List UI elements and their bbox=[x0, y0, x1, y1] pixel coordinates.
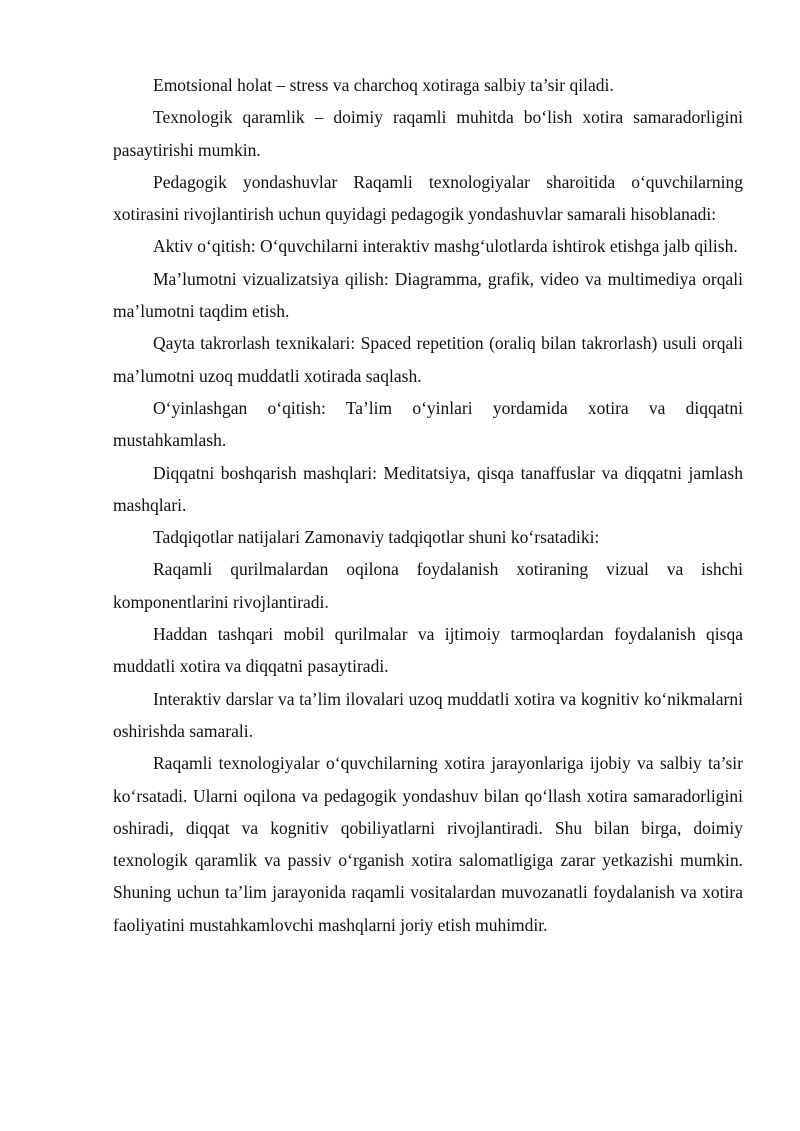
paragraph-excessive-use: Haddan tashqari mobil qurilmalar va ijtimoiy tarmoqlardan foydalanish qisqa muddatli xotira va diqqatni pasaytiradi. bbox=[113, 624, 743, 677]
paragraph-rational-use: Raqamli qurilmalardan oqilona foydalanish xotiraning vizual va ishchi komponentlarini rivojlantiradi. bbox=[113, 559, 743, 612]
paragraph-conclusion: Raqamli texnologiyalar o‘quvchilarning xotira jarayonlariga ijobiy va salbiy ta’sir ko‘rsatadi. Ularni oqilona va pedagogik yondashuv bilan qo‘llash xotira samaradorligini oshiradi, diqqat va kognitiv qobiliyatlarni rivojlantiradi. Shu bilan birga, doimiy texnologik qaramlik va passiv o‘rganish xotira salomatligiga zarar yetkazishi mumkin. Shuning uchun ta’lim jarayonida raqamli vositalardan muvozanatli foydalanish va xotira faoliyatini mustahkamlovchi mashqlarni joriy etish muhimdir. bbox=[113, 753, 743, 935]
paragraph-emotional-state: Emotsional holat – stress va charchoq xotiraga salbiy ta’sir qiladi. bbox=[153, 75, 614, 95]
paragraph-tech-dependence: Texnologik qaramlik – doimiy raqamli muhitda bo‘lish xotira samaradorligini pasaytirishi mumkin. bbox=[113, 107, 743, 160]
paragraph-attention-exercises: Diqqatni boshqarish mashqlari: Meditatsiya, qisqa tanaffuslar va diqqatni jamlash mashqlari. bbox=[113, 462, 743, 515]
paragraph-interactive-lessons: Interaktiv darslar va ta’lim ilovalari uzoq muddatli xotira va kognitiv ko‘nikmalarni oshirishda samarali. bbox=[113, 688, 743, 741]
paragraph-visualization: Ma’lumotni vizualizatsiya qilish: Diagramma, grafik, video va multimediya orqali ma’lumotni taqdim etish. bbox=[113, 268, 743, 322]
paragraph-spaced-repetition: Qayta takrorlash texnikalari: Spaced repetition (oraliq bilan takrorlash) usuli orqali ma’lumotni uzoq muddatli xotirada saqlash. bbox=[113, 333, 743, 386]
paragraph-research-results: Tadqiqotlar natijalari Zamonaviy tadqiqotlar shuni ko‘rsatadiki: bbox=[153, 527, 600, 548]
document-page bbox=[113, 69, 743, 941]
paragraph-gamified-learning: O‘yinlashgan o‘qitish: Ta’lim o‘yinlari yordamida xotira va diqqatni mustahkamlash. bbox=[113, 397, 743, 451]
paragraph-pedagogical-approaches: Pedagogik yondashuvlar Raqamli texnologiyalar sharoitida o‘quvchilarning xotirasini rivojlantirish uchun quyidagi pedagogik yondashuvlar samarali hisoblanadi: bbox=[113, 171, 743, 225]
paragraph-active-learning: Aktiv o‘qitish: O‘quvchilarni interaktiv mashg‘ulotlarda ishtirok etishga jalb qilish. bbox=[153, 236, 738, 257]
